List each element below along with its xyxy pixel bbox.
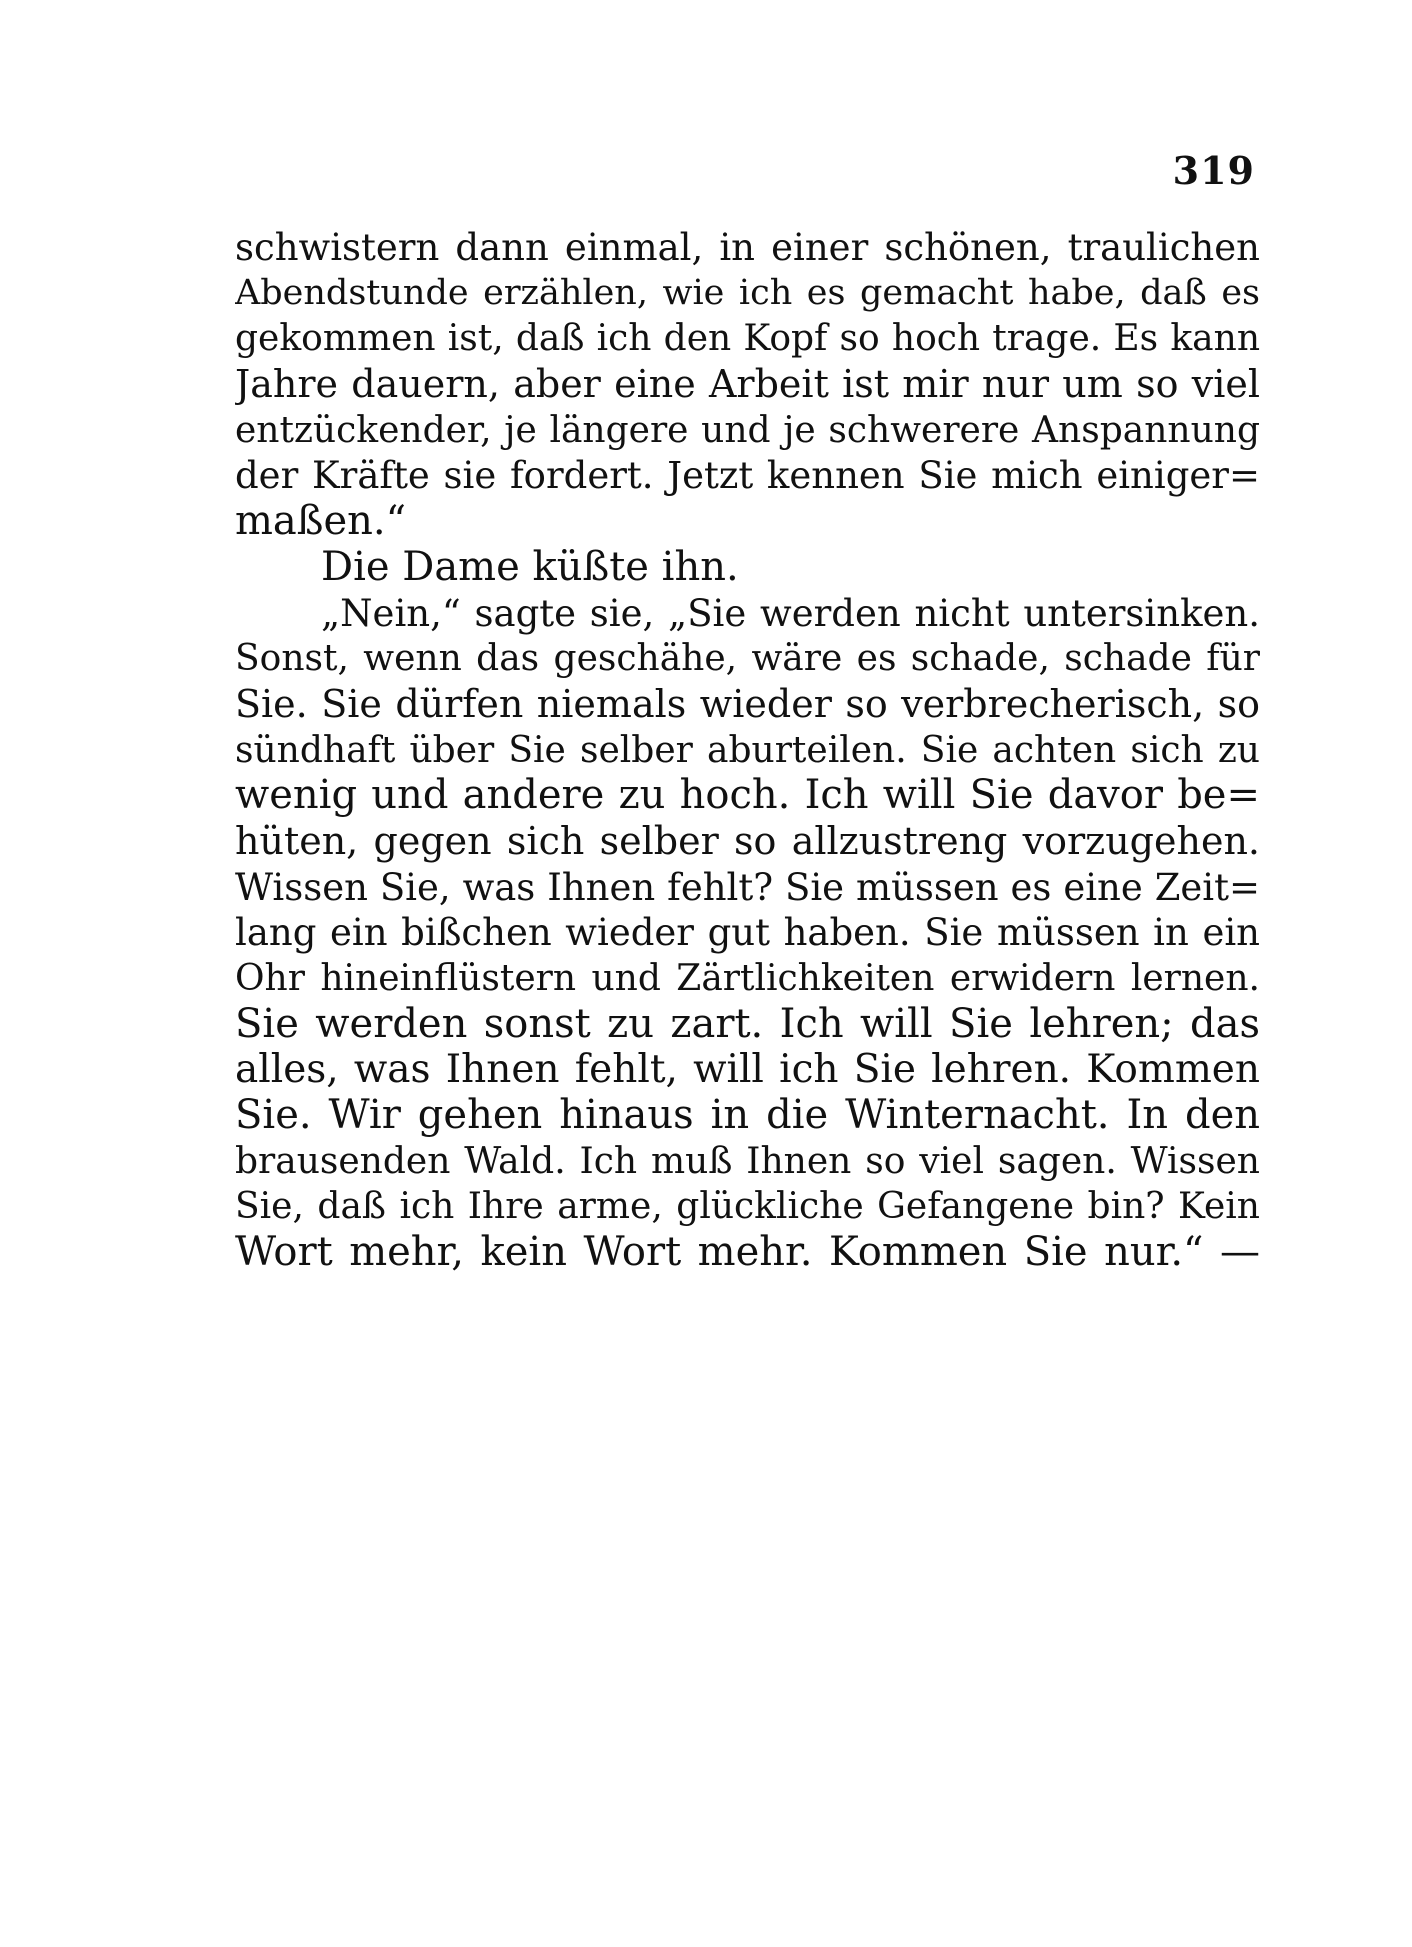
text-line: lang ein bißchen wieder gut haben. Sie müssen in ein <box>235 911 1260 955</box>
text-line: der Kräfte sie fordert. Jetzt kennen Sie mich einiger= <box>235 454 1260 498</box>
text-line: entzückender, je längere und je schwerere Anspannung <box>235 409 1260 451</box>
text-line: Sie, daß ich Ihre arme, glückliche Gefangene bin? Kein <box>235 1186 1260 1228</box>
text-line: alles, was Ihnen fehlt, will ich Sie lehren. Kommen <box>235 1047 1260 1093</box>
text-line: Jahre dauern, aber eine Arbeit ist mir nur um so viel <box>235 362 1260 407</box>
text-line: wenig und andere zu hoch. Ich will Sie davor be= <box>235 773 1260 819</box>
text-line: Abendstunde erzählen, wie ich es gemacht habe, daß es <box>235 272 1260 313</box>
text-line: sündhaft über Sie selber aburteilen. Sie achten sich zu <box>235 729 1260 771</box>
text-line: Ohr hineinflüstern und Zärtlichkeiten erwidern lernen. <box>235 958 1260 999</box>
text-line: maßen.“ <box>235 499 407 545</box>
text-line: hüten, gegen sich selber so allzustreng vorzugehen. <box>235 818 1260 863</box>
text-line: schwistern dann einmal, in einer schönen, traulichen <box>235 226 1260 269</box>
text-line: brausenden Wald. Ich muß Ihnen so viel sagen. Wissen <box>235 1140 1260 1182</box>
text-line: Sie. Sie dürfen niemals wieder so verbrecherisch, so <box>235 681 1260 726</box>
text-line: Wort mehr, kein Wort mehr. Kommen Sie nur.“ — <box>235 1230 1260 1276</box>
text-line: Sie. Wir gehen hinaus in die Winternacht. In den <box>235 1093 1260 1139</box>
body-text <box>235 225 1260 1276</box>
text-line: Wissen Sie, was Ihnen fehlt? Sie müssen es eine Zeit= <box>235 865 1260 909</box>
text-line: Sie werden sonst zu zart. Ich will Sie lehren; das <box>235 1001 1260 1047</box>
text-line: gekommen ist, daß ich den Kopf so hoch trage. Es kann <box>235 318 1260 360</box>
text-line: Die Dame küßte ihn. <box>321 544 739 590</box>
text-line: Sonst, wenn das geschähe, wäre es schade, schade für <box>235 638 1260 680</box>
page-number: 319 <box>1172 148 1255 193</box>
text-line: „Nein,“ sagte sie, „Sie werden nicht untersinken. <box>321 591 1260 635</box>
